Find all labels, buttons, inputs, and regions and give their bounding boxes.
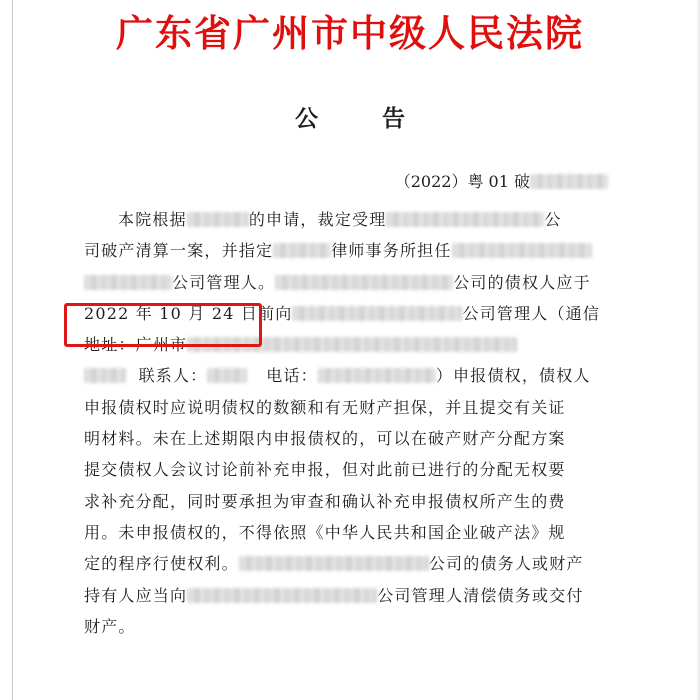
- redacted-company-name: [275, 275, 453, 290]
- body-text-segment: 本院根据: [118, 210, 187, 229]
- body-text-segment: 公司管理人。: [172, 272, 276, 292]
- redacted-applicant: [187, 212, 249, 227]
- body-line: [84, 580, 624, 611]
- body-text-segment: 公司管理人（通信: [462, 303, 601, 323]
- body-line: 求补充分配，同时要承担为审查和确认补充申报债权所产生的费: [84, 491, 566, 511]
- body-line: [84, 235, 624, 266]
- body-text-segment: 地址：广州市: [84, 335, 188, 355]
- body-text-segment: 公司管理人清偿债务或交付: [377, 585, 584, 605]
- body-text-segment: 联系人：: [138, 366, 208, 386]
- body-text-segment: 公司的债务人或财产: [428, 554, 584, 574]
- redacted-company-name: [84, 275, 172, 290]
- body-line: [84, 360, 624, 391]
- redacted-phone-number: [318, 368, 436, 383]
- body-line: 财产。: [84, 616, 136, 636]
- case-number: [395, 170, 608, 194]
- redacted-company-name: [292, 306, 462, 321]
- redacted-company-name: [452, 243, 592, 258]
- body-line: 明材料。未在上述期限内申报债权的，可以在破产财产分配方案: [84, 429, 566, 449]
- body-line: 提交债权人会议讨论前补充申报，但对此前已进行的分配无权要: [84, 460, 566, 480]
- redacted-company-name: [239, 556, 429, 571]
- document-title: 公 告: [294, 105, 433, 132]
- case-number-prefix: （2022）粤 01 破: [394, 172, 530, 191]
- body-line: [84, 204, 624, 235]
- body-text-segment: 公: [544, 210, 562, 229]
- redacted-law-firm: [273, 243, 331, 258]
- body-text-segment: 司破产清算一案，并指定: [84, 241, 274, 261]
- body-line: [84, 267, 624, 298]
- body-text-segment: 的申请，裁定受理: [248, 210, 387, 229]
- redacted-contact-name: [207, 368, 247, 383]
- redacted-address: [84, 368, 126, 383]
- body-line: 申报债权时应说明债权的数额和有无财产担保，并且提交有关证: [84, 397, 566, 417]
- redacted-case-number: [530, 174, 608, 189]
- deadline-highlight-box: [64, 303, 262, 347]
- body-text-segment: 持有人应当向: [84, 585, 188, 605]
- body-text-segment: ）申报债权，债权人: [435, 366, 591, 386]
- claim-deadline-text: 2022 年 10 月 24 日前向: [84, 303, 293, 323]
- body-text-segment: 定的程序行使权利。: [84, 554, 239, 574]
- body-text-segment: 律师事务所担任: [331, 241, 452, 261]
- redacted-company-name: [187, 588, 377, 603]
- body-text-segment: 电话：: [266, 366, 318, 386]
- redacted-company-name: [386, 212, 544, 227]
- body-line: [84, 548, 624, 579]
- announcement-body: [84, 204, 624, 642]
- body-line: 用。未申报债权的，不得依照《中华人民共和国企业破产法》规: [84, 522, 566, 542]
- court-name-header: 广东省广州市中级人民法院: [116, 11, 584, 55]
- body-text-segment: 公司的债权人应于: [453, 272, 591, 292]
